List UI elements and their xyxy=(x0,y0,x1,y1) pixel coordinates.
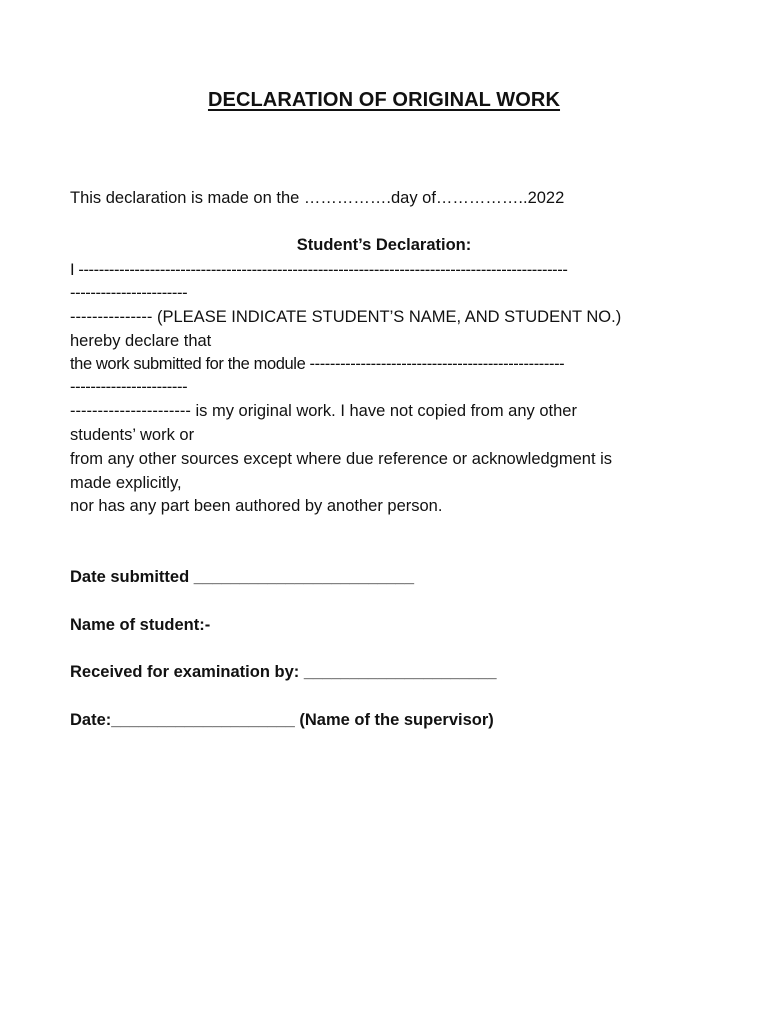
body-line: ----------------------- xyxy=(70,284,188,302)
body-line: made explicitly, xyxy=(70,474,182,492)
document-title: DECLARATION OF ORIGINAL WORK xyxy=(207,89,561,111)
date-supervisor-field: Date:____________________ (Name of the supervisor) xyxy=(70,711,494,729)
declaration-date-line: This declaration is made on the …………….day of……………..2022 xyxy=(70,189,565,207)
date-submitted-field: Date submitted ________________________ xyxy=(70,568,415,586)
body-line: the work submitted for the module -------------------------------------------------- xyxy=(70,355,565,373)
body-line: students’ work or xyxy=(70,426,195,444)
section-heading: Student’s Declaration: xyxy=(296,236,472,254)
body-line: nor has any part been authored by another person. xyxy=(70,497,443,515)
body-line: ----------------------- xyxy=(70,378,188,396)
body-line: I ------------------------------------------------------------------------------------------------ xyxy=(70,261,568,279)
received-by-field: Received for examination by: _____________________ xyxy=(70,663,497,681)
body-line: ---------------------- is my original work. I have not copied from any other xyxy=(70,402,577,420)
body-line: --------------- (PLEASE INDICATE STUDENT’S NAME, AND STUDENT NO.) xyxy=(70,308,622,326)
body-line: from any other sources except where due reference or acknowledgment is xyxy=(70,450,613,468)
student-name-field: Name of student:- xyxy=(70,616,211,634)
body-line: hereby declare that xyxy=(70,332,212,350)
